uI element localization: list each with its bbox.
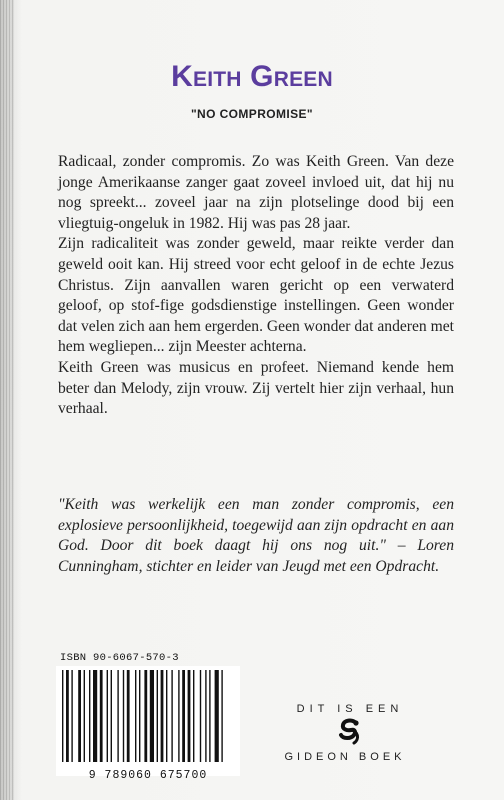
blurb-paragraph: Radicaal, zonder compromis. Zo was Keith Green. Van deze jonge Amerikaanse zanger gaat zoveel invloed uit, dat hij nu nog spreekt... zoveel jaar na zijn plotselinge dood bij een vliegtuig-ongeluk in 1982. Hij was pas 28 jaar. (58, 153, 454, 232)
barcode-bar (144, 670, 147, 762)
barcode-bar (205, 670, 206, 762)
barcode-bar (66, 670, 69, 762)
publisher-line-2: GIDEON BOEK (284, 751, 406, 763)
gideon-g-logo-icon (334, 717, 366, 747)
barcode-bar (62, 670, 63, 762)
publisher-line-1: DIT IS EEN (296, 703, 404, 715)
barcode-bar (215, 670, 219, 762)
blurb-paragraph: Zijn radicaliteit was zonder geweld, maar reikte verder dan geweld ooit kan. Hij streed voor echt geloof in de echte Jezus Christus. Zijn aanvallen waren gericht op een verwaterd geloof, op stof-fige godsdienstige instellingen. Geen wonder dat velen zich aan hem ergerden. Geen wonder dat anderen met hem wegliepen... zijn Meester achterna. (58, 235, 454, 356)
barcode-bar (123, 670, 124, 762)
barcode-bar (71, 670, 72, 762)
book-title: Keith Green (171, 60, 333, 93)
barcode-bar (127, 670, 130, 762)
barcode-bar (150, 670, 154, 762)
barcode-bar (161, 670, 164, 762)
blurb-paragraph: Keith Green was musicus en profeet. Niemand kende hem beter dan Melody, zijn vrouw. Zij vertelt hier zijn verhaal, hun verhaal. (58, 358, 454, 418)
barcode-bar (117, 670, 118, 762)
barcode-bar (78, 670, 81, 762)
barcode-bar (107, 670, 108, 762)
barcode-bar (221, 670, 222, 762)
barcode-bar (93, 670, 97, 762)
barcode-bar (178, 670, 179, 762)
barcode (56, 666, 240, 776)
barcode-bar (84, 670, 85, 762)
barcode-bar (139, 670, 140, 762)
barcode-bar (100, 670, 103, 762)
barcode-bar (157, 670, 158, 762)
barcode-number: 9 789060 675700 (88, 769, 208, 782)
barcode-bar (135, 670, 136, 762)
barcode-bar (193, 670, 194, 762)
book-subtitle: "NO COMPROMISE" (190, 107, 314, 121)
barcode-bar (166, 670, 167, 762)
barcode-bar (188, 670, 191, 762)
isbn-label: ISBN 90-6067-570-3 (60, 652, 179, 664)
barcode-bar (182, 670, 185, 762)
barcode-bar (209, 670, 210, 762)
barcode-bar (171, 670, 172, 762)
barcode-bar (89, 670, 90, 762)
barcode-bar (200, 670, 201, 762)
barcode-bar (111, 670, 112, 762)
blurb-text (58, 152, 454, 420)
barcode-bars (56, 666, 240, 766)
endorsement-quote: "Keith was werkelijk een man zonder compromis, een explosieve persoonlijkheid, toegewijd aan zijn opdracht en aan God. Door dit boek daagt hij ons nog uit." – Loren Cunningham, stichter en leider van Jeugd met een Opdracht. (58, 496, 454, 575)
